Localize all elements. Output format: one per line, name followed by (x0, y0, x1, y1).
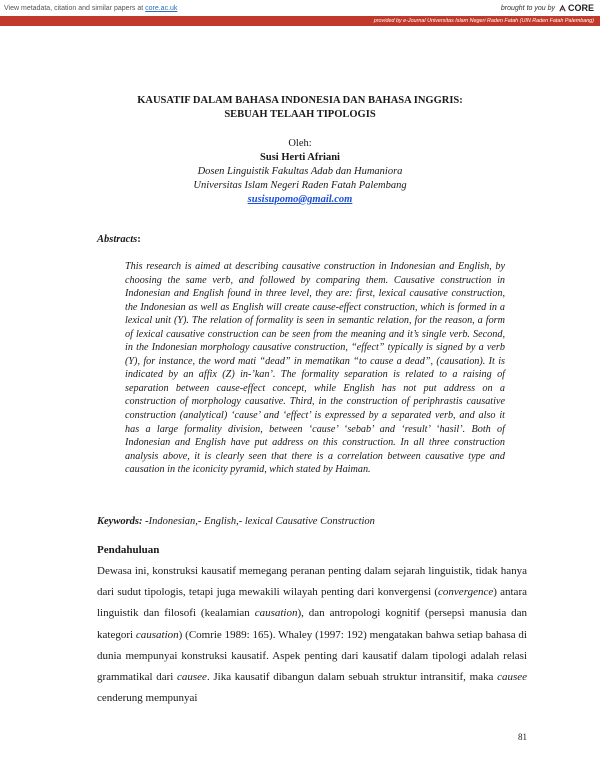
section-heading-pendahuluan: Pendahuluan (97, 544, 160, 556)
body-segment-6: cenderung mempunyai (97, 692, 198, 705)
term-causee-2: causee (497, 671, 527, 684)
email-row (0, 193, 600, 207)
paper-title-line-1: KAUSATIF DALAM BAHASA INDONESIA DAN BAHASA INGGRIS: (137, 95, 463, 106)
affiliation-line-1: Dosen Linguistik Fakultas Adab dan Humaniora (197, 166, 403, 177)
abstract-heading (97, 234, 141, 245)
affiliation-line-2: Universitas Islam Negeri Raden Fatah Palembang (193, 180, 407, 191)
abstract-heading-text: Abstracts (97, 234, 138, 245)
body-segment-4: ) (Comrie 1989: 165). Whaley (1997: 192) mengatakan bahwa setiap bahasa di dunia mempunyai konstruksi kausatif. Aspek penting dari kausatif dalam tipologi adalah relasi grammatikal dari (97, 628, 527, 684)
keywords-values: Indonesian,- English,- lexical Causative Construction (148, 516, 375, 527)
author-email-link[interactable]: susisupomo@gmail.com (247, 194, 353, 205)
body-segment-1: Dewasa ini, konstruksi kausatif memegang peranan penting dalam sejarah linguistik, tidak hanya dari sudut tipologis, tetapi juga mewakili wilayah penting dari konvergensi ( (97, 565, 527, 599)
author-name: Susi Herti Afriani (260, 152, 340, 163)
metadata-text: View metadata, citation and similar papers at (4, 4, 146, 12)
by-label: Oleh: (288, 138, 312, 149)
intro-paragraph (97, 561, 527, 709)
term-causation-2: causation (135, 628, 179, 641)
body-segment-2: ) antara linguistik dan filosofi (kealamian (97, 586, 527, 620)
term-causation-1: causation (254, 607, 298, 620)
keywords-label: Keywords: - (97, 516, 149, 527)
metadata-notice (0, 5, 177, 12)
core-logo-text: CORE (567, 3, 594, 13)
provider-bar (0, 16, 600, 26)
abstract-text: This research is aimed at describing causative construction in Indonesian and English, by choosing the same verb, and followed by comparing them. Causative construction in Indonesian and English found in three level, they are: first, lexical causative construction, the Indonesian as well as English will create cause-effect construction, which is formed in a lexical unit (Y). The relation of formality is seen in semantic relation, for the reason, a form of lexical causative construction can be seen from the meaning and it’s single verb. Second, in the Indonesian morphology causative construction, “effect” typically is signed by a verb (Y), for instance, the word mati “dead” in mematikan “to cause a dead”, (causation). It is indicated by an affix (Z) in-’kan’. The formality separation is related to a raising of separation between cause-effect concept, while English has not put address on a construction of morphology causative. Third, in the construction of periphrastis causative construction (analytical) ‘cause’ and ‘effect’ is expressed by a separated verb, and also it has a large formality division, between ‘cause’ ‘sebab’ and ‘result’ ‘hasil’. Both of Indonesian and English have put address on this construction. In all three construction analysis above, it is clearly seen that there is a correlation between causative type and causation in the iconicity pyramid, which stated by Haiman. (125, 261, 505, 476)
abstract-heading-colon: : (137, 234, 141, 245)
body-segment-3: ), dan antropologi kognitif (persepsi manusia dan kategori (97, 607, 527, 641)
core-banner (0, 0, 600, 16)
page-number: 81 (518, 732, 527, 742)
term-causee-1: causee (177, 671, 207, 684)
core-logo[interactable] (558, 3, 594, 13)
provider-text: provided by e-Journal Universitas Islam Negeri Raden Fatah (UIN Raden Fatah Palembang) (373, 18, 594, 24)
body-segment-5: . Jika kausatif dibangun dalam sebuah struktur intransitif, maka (206, 671, 498, 684)
core-link[interactable]: core.ac.uk (145, 4, 178, 12)
brought-by-text: brought to you by (500, 4, 555, 12)
keywords-line (97, 516, 375, 527)
brought-by (501, 3, 600, 13)
paper-title-line-2: SEBUAH TELAAH TIPOLOGIS (224, 109, 376, 120)
term-convergence: convergence (438, 586, 494, 599)
core-logo-icon (558, 4, 567, 13)
